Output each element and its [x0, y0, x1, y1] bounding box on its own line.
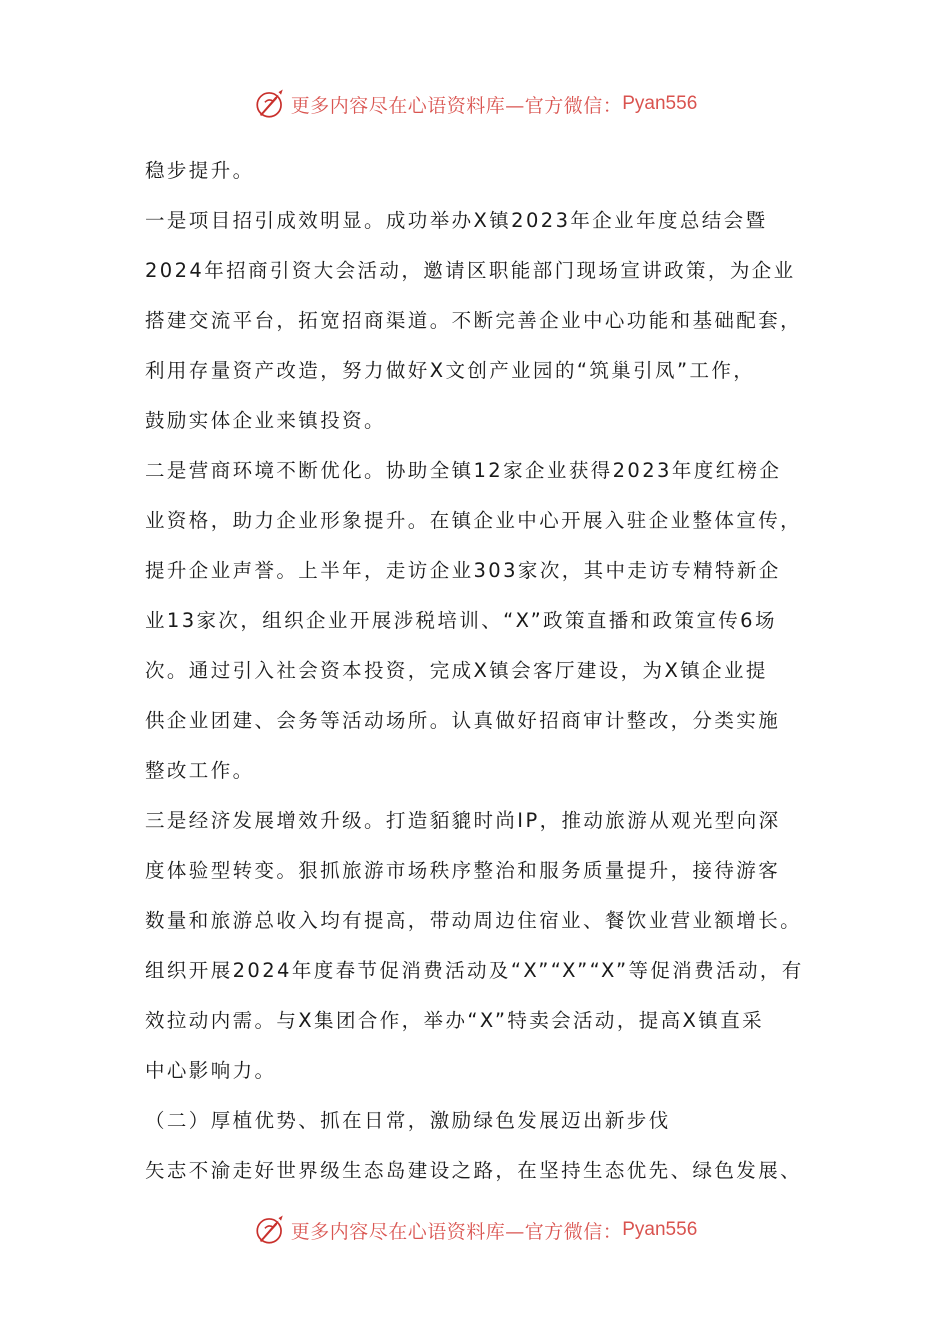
text-line: 度体验型转变。狠抓旅游市场秩序整治和服务质量提升，接待游客 [145, 859, 781, 882]
text-line: 利用存量资产改造，努力做好X文创产业园的“筑巢引凤”工作， [145, 359, 756, 382]
text-line: 提升企业声誉。上半年，走访企业303家次，其中走访专精特新企 [145, 559, 781, 582]
text-line: 中心影响力。 [145, 1059, 277, 1082]
text-line: 稳步提升。 [145, 159, 255, 182]
text-line: 三是经济发展增效升级。打造貊貔时尚IP，推动旅游从观光型向深 [145, 809, 781, 832]
footer-banner [0, 1210, 950, 1250]
footer-banner-wechat: Pyan556 [622, 1219, 698, 1240]
header-banner-wechat: Pyan556 [622, 93, 698, 114]
pen-logo-icon [253, 1213, 287, 1247]
text-line: 组织开展2024年度春节促消费活动及“X”“X”“X”等促消费活动，有 [145, 959, 804, 982]
text-line: 业资格，助力企业形象提升。在镇企业中心开展入驻企业整体宣传， [145, 509, 803, 532]
text-line: 搭建交流平台，拓宽招商渠道。不断完善企业中心功能和基础配套， [145, 309, 803, 332]
pen-logo-icon [253, 87, 287, 121]
text-line: 整改工作。 [145, 759, 255, 782]
text-line: 供企业团建、会务等活动场所。认真做好招商审计整改，分类实施 [145, 709, 781, 732]
header-banner [0, 84, 950, 124]
text-line: 二是营商环境不断优化。协助全镇12家企业获得2023年度红榜企 [145, 459, 782, 482]
text-line: 效拉动内需。与X集团合作，举办“X”特卖会活动，提高X镇直采 [145, 1009, 764, 1032]
footer-banner-text: 更多内容尽在心语资料库—官方微信： [290, 1220, 623, 1243]
text-line: 2024年招商引资大会活动，邀请区职能部门现场宣讲政策，为企业 [145, 259, 796, 282]
text-line: 业13家次，组织企业开展涉税培训、“X”政策直播和政策宣传6场 [145, 609, 777, 632]
text-line: 鼓励实体企业来镇投资。 [145, 409, 386, 432]
document-body [145, 146, 835, 1196]
text-line: 一是项目招引成效明显。成功举办X镇2023年企业年度总结会暨 [145, 209, 768, 232]
text-line: 矢志不渝走好世界级生态岛建设之路，在坚持生态优先、绿色发展、 [145, 1159, 803, 1182]
header-banner-text: 更多内容尽在心语资料库—官方微信： [290, 94, 623, 117]
section-heading: （二）厚植优势、抓在日常，激励绿色发展迈出新步伐 [145, 1109, 671, 1132]
text-line: 数量和旅游总收入均有提高，带动周边住宿业、餐饮业营业额增长。 [145, 909, 803, 932]
text-line: 次。通过引入社会资本投资，完成X镇会客厅建设，为X镇企业提 [145, 659, 768, 682]
